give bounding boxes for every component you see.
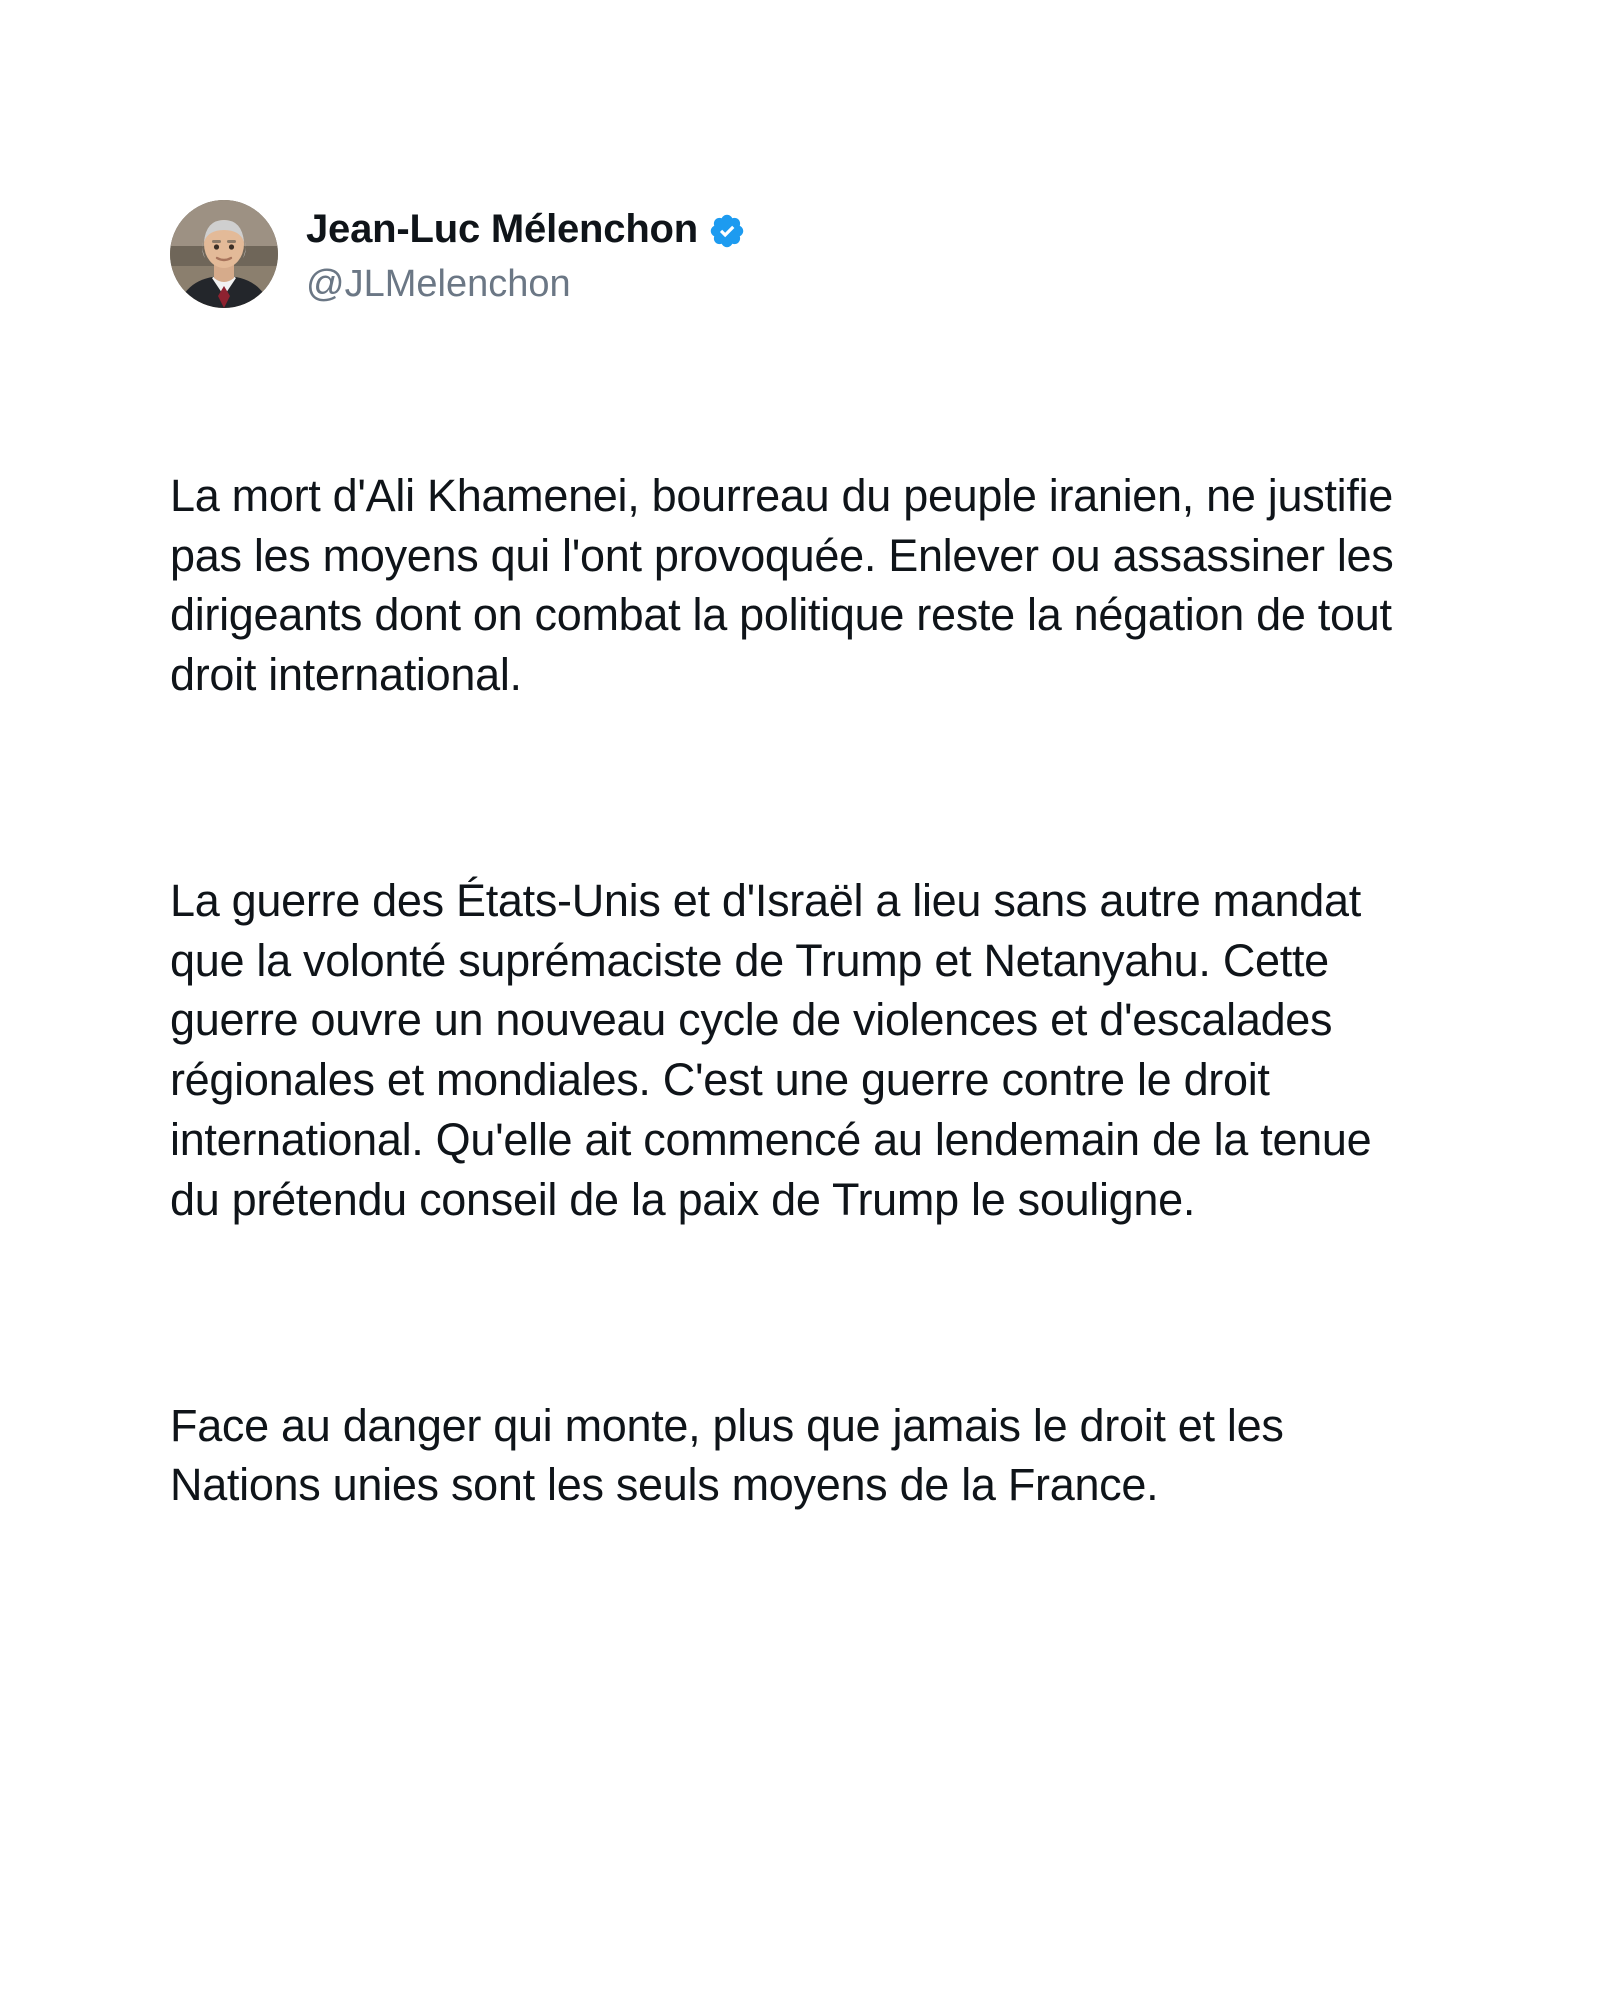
- author-handle[interactable]: @JLMelenchon: [306, 263, 571, 305]
- tweet-text: [170, 346, 1430, 1635]
- tweet-paragraph-1: La mort d'Ali Khamenei, bourreau du peuple iranien, ne justifie pas les moyens qui l'ont provoquée. Enlever ou assassiner les dirigeants dont on combat la politique reste la négation de tout droit international.: [170, 469, 1406, 701]
- author-display-name[interactable]: Jean-Luc Mélenchon: [306, 207, 699, 251]
- tweet-paragraph-3: Face au danger qui monte, plus que jamais le droit et les Nations unies sont les seuls moyens de la France.: [170, 1399, 1296, 1511]
- author-name-row: [306, 206, 746, 252]
- verified-badge-icon: [708, 212, 746, 250]
- author-identity: [306, 200, 746, 308]
- avatar[interactable]: [170, 200, 278, 308]
- tweet-header: [170, 200, 1430, 308]
- tweet-paragraph-2: La guerre des États-Unis et d'Israël a lieu sans autre mandat que la volonté suprémaciste de Trump et Netanyahu. Cette guerre ouvre un nouveau cycle de violences et d'escalades régionales et mondiales. C'est une guerre contre le droit international. Qu'elle ait commencé au lendemain de la tenue du prétendu conseil de la paix de Trump le souligne.: [170, 874, 1384, 1225]
